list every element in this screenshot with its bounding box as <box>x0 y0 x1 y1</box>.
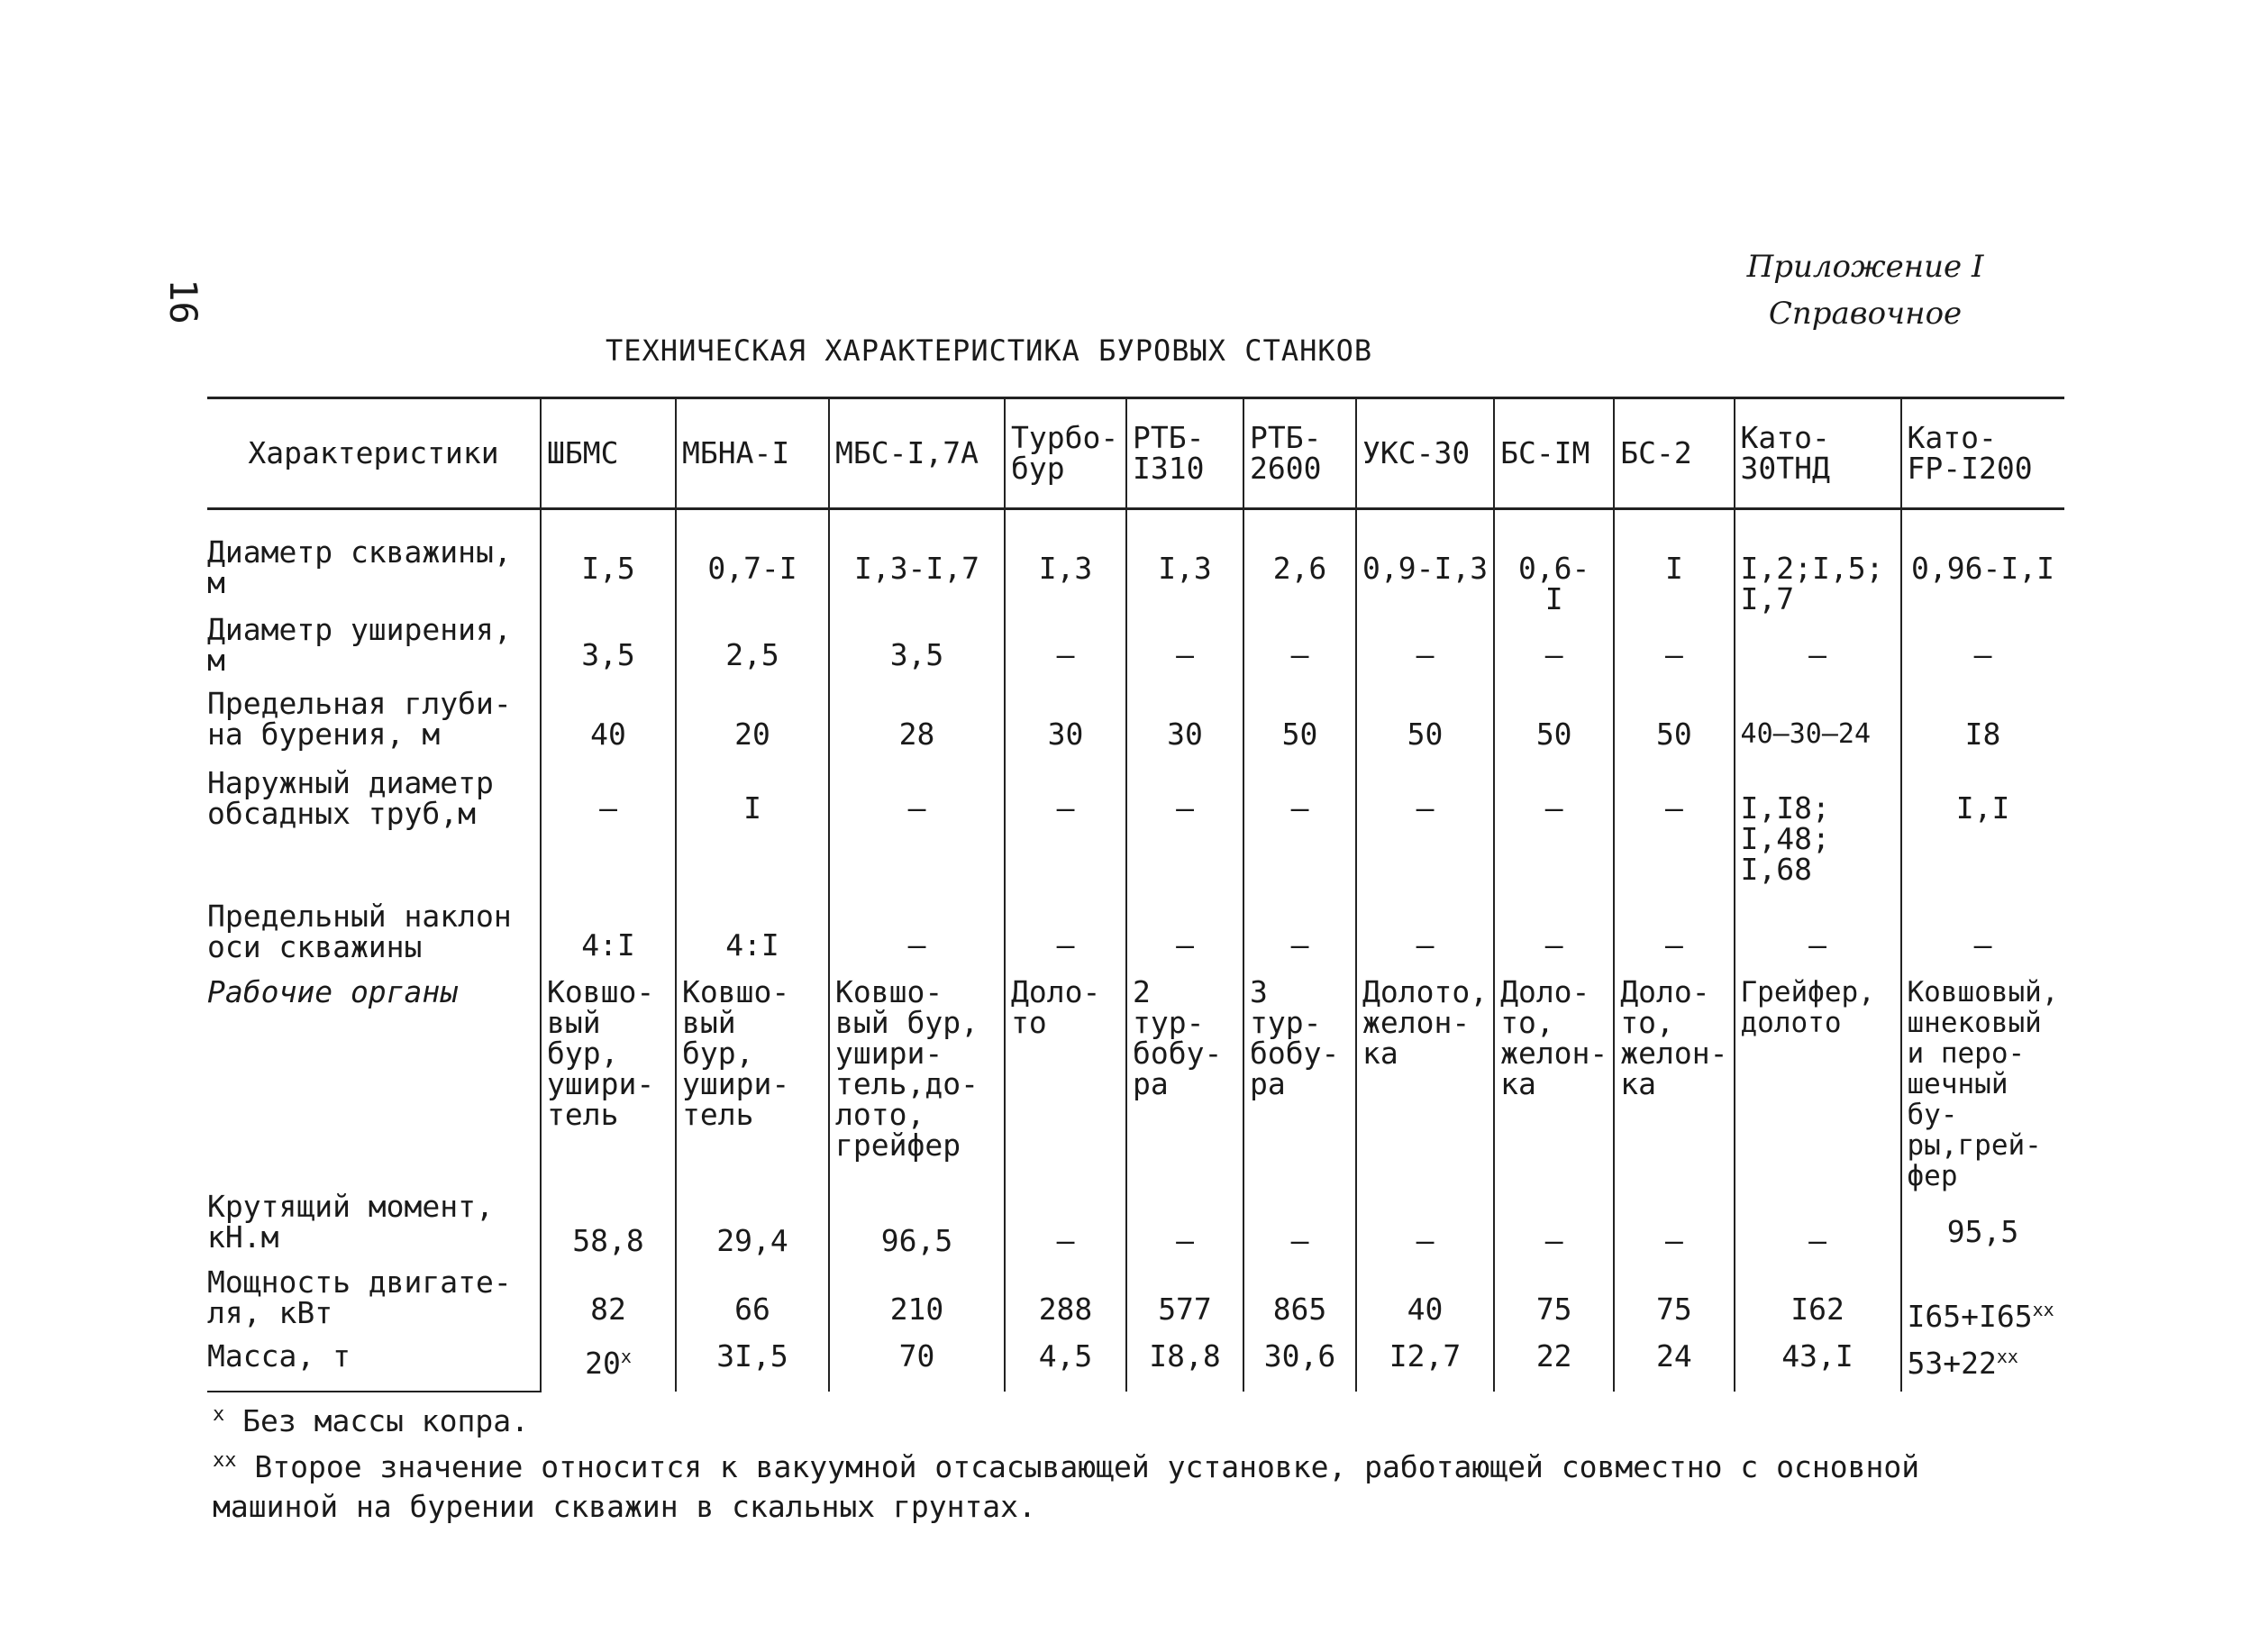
page-title: ТЕХНИЧЕСКАЯ ХАРАКТЕРИСТИКА БУРОВЫХ СТАНКОВ <box>606 333 1373 368</box>
header-cell: МБНА-I <box>676 398 829 509</box>
table-cell: 43,I <box>1735 1341 1901 1392</box>
table-cell: 210 <box>829 1267 1005 1341</box>
footnotes <box>213 1395 2060 1527</box>
table-cell: I,2;I,5; I,7 <box>1735 509 1901 616</box>
table-row <box>207 901 2064 972</box>
footnote-ref: xx <box>1996 1346 2018 1367</box>
table-cell: – <box>1356 615 1494 689</box>
mass-value: 53+22 <box>1907 1346 1997 1381</box>
row-label: Диаметр уширения, м <box>207 615 512 678</box>
table-cell: 4:I <box>541 901 676 972</box>
table-cell: I8,8 <box>1126 1341 1243 1392</box>
row-label: Рабочие органы <box>207 974 459 1009</box>
table-cell: – <box>1494 1191 1614 1267</box>
table-cell: Доло- то, желон- ка <box>1494 972 1614 1191</box>
table-cell: – <box>829 768 1005 901</box>
table-cell: – <box>1126 615 1243 689</box>
header-cell: ШБМС <box>541 398 676 509</box>
table-row <box>207 768 2064 901</box>
table-cell: – <box>1614 768 1734 901</box>
table-cell: 58,8 <box>541 1191 676 1267</box>
header-cell: РТБ- I310 <box>1126 398 1243 509</box>
table-cell: 20 <box>676 689 829 768</box>
table-cell: – <box>1356 901 1494 972</box>
footnote-mark: x <box>213 1403 225 1426</box>
table-cell: 24 <box>1614 1341 1734 1392</box>
header-cell: БС-2 <box>1614 398 1734 509</box>
table-cell: 3,5 <box>829 615 1005 689</box>
table-cell: – <box>1494 768 1614 901</box>
table-cell: 40 <box>1356 1267 1494 1341</box>
table-cell: – <box>1735 901 1901 972</box>
table-cell: – <box>1735 615 1901 689</box>
table-row <box>207 1341 2064 1392</box>
table-cell: 95,5 <box>1901 1191 2064 1267</box>
table-cell: – <box>1356 768 1494 901</box>
table-cell: – <box>1126 768 1243 901</box>
table-header-row <box>207 398 2064 509</box>
table-cell: 75 <box>1494 1267 1614 1341</box>
table-cell: I8 <box>1901 689 2064 768</box>
table-cell: – <box>1243 615 1356 689</box>
table-cell: 3I,5 <box>676 1341 829 1392</box>
table-cell: 50 <box>1243 689 1356 768</box>
table-cell: – <box>1005 615 1126 689</box>
footnote-mark: xx <box>213 1449 237 1472</box>
table-cell: – <box>1614 901 1734 972</box>
table-cell: 70 <box>829 1341 1005 1392</box>
header-cell: Като- FP-I200 <box>1901 398 2064 509</box>
table-cell: Ковшо- вый бур, ушири- тель,до- лото, грейфер <box>829 972 1005 1191</box>
table-cell: Долото, желон- ка <box>1356 972 1494 1191</box>
table-row <box>207 1191 2064 1267</box>
table-cell: – <box>1005 1191 1126 1267</box>
table-cell: Ковшовый, шнековый и пеpо- шечный бу- ры,грей- фер <box>1901 972 2064 1191</box>
table-cell: – <box>1126 901 1243 972</box>
table-cell: 0,9-I,3 <box>1356 509 1494 616</box>
table-cell: – <box>829 901 1005 972</box>
table-cell: 2,5 <box>676 615 829 689</box>
row-label: Предельная глуби- на бурения, м <box>207 689 512 752</box>
table-cell: I2,7 <box>1356 1341 1494 1392</box>
table-row <box>207 1267 2064 1341</box>
header-cell: Характеристики <box>248 435 499 470</box>
row-label: Мощность двигате- ля, кВт <box>207 1267 512 1330</box>
table-cell: – <box>1901 901 2064 972</box>
table-cell: 0,96-I,I <box>1901 509 2064 616</box>
table-cell: I,5 <box>541 509 676 616</box>
table-cell: 50 <box>1614 689 1734 768</box>
page-number: 16 <box>160 278 205 324</box>
row-label: Масса, т <box>207 1341 541 1392</box>
table-cell: – <box>1494 615 1614 689</box>
table-cell: 30 <box>1005 689 1126 768</box>
table-cell: 28 <box>829 689 1005 768</box>
table-cell: 30,6 <box>1243 1341 1356 1392</box>
table-cell: 75 <box>1614 1267 1734 1341</box>
table-cell: – <box>541 768 676 901</box>
table-cell: 577 <box>1126 1267 1243 1341</box>
header-cell: РТБ- 2600 <box>1243 398 1356 509</box>
row-label: Диаметр скважины, м <box>207 534 512 600</box>
header-cell: Като- 30ТНД <box>1735 398 1901 509</box>
table-cell: 865 <box>1243 1267 1356 1341</box>
table-cell: I,3 <box>1126 509 1243 616</box>
header-cell: Турбо- бур <box>1005 398 1126 509</box>
table-cell: 0,6- I <box>1494 509 1614 616</box>
table-cell: – <box>1126 1191 1243 1267</box>
table-cell: 40 <box>541 689 676 768</box>
header-cell: УКС-30 <box>1356 398 1494 509</box>
table-cell: – <box>1243 768 1356 901</box>
appendix-type: Справочное <box>1768 296 1963 332</box>
table-row <box>207 509 2064 616</box>
table-cell: 2,6 <box>1243 509 1356 616</box>
table-cell: Доло- то <box>1005 972 1126 1191</box>
table-cell: 29,4 <box>676 1191 829 1267</box>
table-cell: – <box>1243 901 1356 972</box>
mass-value: 20 <box>585 1346 621 1381</box>
table-cell: – <box>1243 1191 1356 1267</box>
appendix-block <box>1712 243 2018 337</box>
row-label: Крутящий момент, кН.м <box>207 1191 494 1255</box>
table-cell: 50 <box>1356 689 1494 768</box>
footnote-text: Второе значение относится к вакуумной отсасывающей установке, работающей совместно с основной машиной на бурении скважин в скальных грунтах. <box>213 1449 1920 1524</box>
row-label: Предельный наклон оси скважины <box>207 901 512 964</box>
table-cell: 96,5 <box>829 1191 1005 1267</box>
table-cell: 66 <box>676 1267 829 1341</box>
table-cell: 50 <box>1494 689 1614 768</box>
table-cell: I,3 <box>1005 509 1126 616</box>
table-cell: 22 <box>1494 1341 1614 1392</box>
footnote-1 <box>213 1395 2060 1441</box>
table-cell: Ковшо- вый бур, ушири- тель <box>541 972 676 1191</box>
table-cell: 4,5 <box>1005 1341 1126 1392</box>
table-row <box>207 615 2064 689</box>
table-cell: I62 <box>1735 1267 1901 1341</box>
table-cell: 40–30–24 <box>1735 689 1901 768</box>
table-cell: I <box>1614 509 1734 616</box>
table-cell: – <box>1614 1191 1734 1267</box>
table-row <box>207 972 2064 1191</box>
table-cell <box>1901 1341 2064 1392</box>
table-cell: 3,5 <box>541 615 676 689</box>
footnote-text: Без массы копра. <box>242 1403 530 1438</box>
table-cell: – <box>1735 1191 1901 1267</box>
table-cell: – <box>1005 768 1126 901</box>
table-cell: I <box>676 768 829 901</box>
table-cell: – <box>1494 901 1614 972</box>
power-value: I65+I65 <box>1907 1299 2033 1334</box>
table-cell <box>1901 1267 2064 1341</box>
header-cell: БС-IМ <box>1494 398 1614 509</box>
table-cell: – <box>1005 901 1126 972</box>
spec-table <box>207 397 2064 1392</box>
row-label: Наружный диаметр обсадных труб,м <box>207 768 494 831</box>
footnote-ref: x <box>620 1346 632 1367</box>
table-cell: Доло- то, желон- ка <box>1614 972 1734 1191</box>
table-cell: 30 <box>1126 689 1243 768</box>
table-cell: – <box>1356 1191 1494 1267</box>
table-cell: 82 <box>541 1267 676 1341</box>
table-cell: I,I <box>1901 768 2064 901</box>
table-cell: Грейфер, долото <box>1735 972 1901 1191</box>
table-cell: 3 тур- бобу- ра <box>1243 972 1356 1191</box>
table-cell: 4:I <box>676 901 829 972</box>
footnote-ref: xx <box>2032 1299 2054 1320</box>
footnote-2 <box>213 1441 2060 1527</box>
table-cell: 2 тур- бобу- ра <box>1126 972 1243 1191</box>
table-cell: 288 <box>1005 1267 1126 1341</box>
table-cell: – <box>1614 615 1734 689</box>
table-row <box>207 689 2064 768</box>
header-cell: МБС-I,7А <box>829 398 1005 509</box>
table-cell: 0,7-I <box>676 509 829 616</box>
table-cell: Ковшо- вый бур, ушири- тель <box>676 972 829 1191</box>
table-cell: I,I8; I,48; I,68 <box>1735 768 1901 901</box>
table-cell: I,3-I,7 <box>829 509 1005 616</box>
appendix-label: Приложение I <box>1746 249 1984 285</box>
table-cell: – <box>1901 615 2064 689</box>
table-cell <box>541 1341 676 1392</box>
